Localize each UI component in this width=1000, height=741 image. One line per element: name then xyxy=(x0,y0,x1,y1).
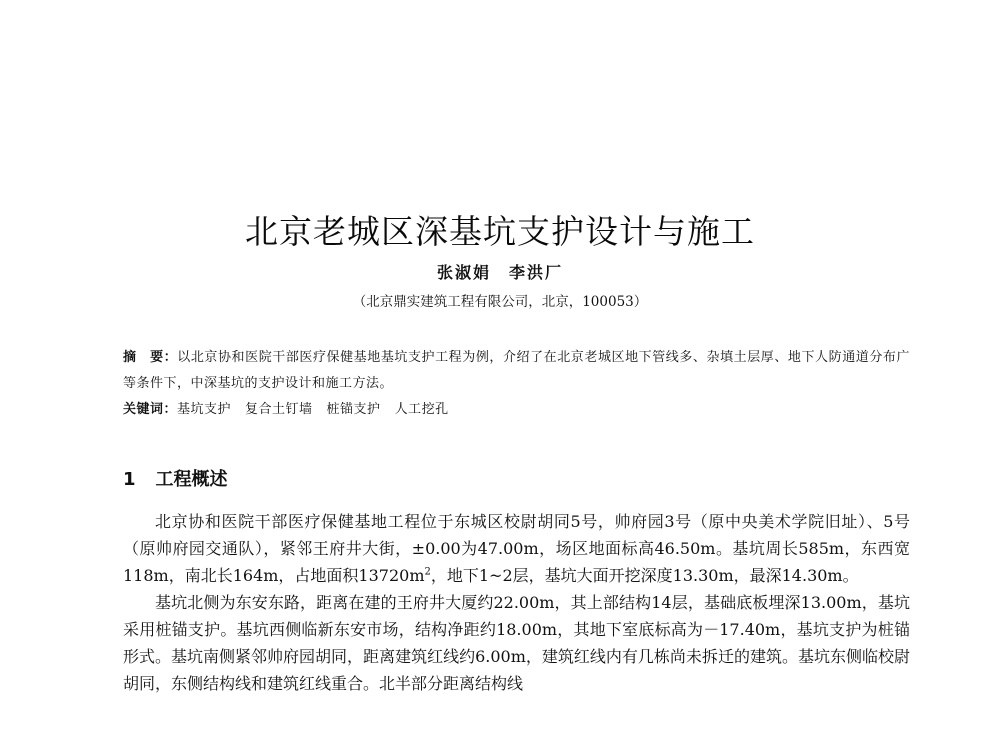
paper-title: 北京老城区深基坑支护设计与施工 xyxy=(245,212,755,251)
paragraph-text: 北京协和医院干部医疗保健基地工程位于东城区校尉胡同5号，帅府园3号（原中央美术学院旧址）、5号（原帅府园交通队），紧邻王府井大街，±0.00为47.00m，场区地面标高46.50m。基坑周长585m，东西宽118m，南北长164m，占地面积13720m xyxy=(123,512,910,585)
abstract-text: 以北京协和医院干部医疗保健基地基坑支护工程为例，介绍了在北京老城区地下管线多、杂填土层厚、地下人防通道分布广等条件下，中深基坑的支护设计和施工方法。 xyxy=(123,350,910,391)
keyword: 人工挖孔 xyxy=(394,402,449,417)
body-text xyxy=(123,508,910,697)
paragraph-text: ，地下1~2层，基坑大面开挖深度13.30m，最深14.30m。 xyxy=(430,566,859,585)
keywords-label: 关键词： xyxy=(123,402,178,417)
affiliation: （北京鼎实建筑工程有限公司，北京，100053） xyxy=(352,294,648,310)
abstract-label: 摘 要： xyxy=(123,350,178,365)
abstract xyxy=(123,345,910,397)
section-heading xyxy=(123,465,910,491)
superscript: 2 xyxy=(424,566,431,578)
paragraph: 基坑北侧为东安东路，距离在建的王府井大厦约22.00m，其上部结构14层，基础底板埋深13.00m，基坑采用桩锚支护。基坑西侧临新东安市场，结构净距约18.00m，其地下室底标高为－17.40m，基坑支护为桩锚形式。基坑南侧紧邻帅府园胡同，距离建筑红线约6.00m，建筑红线内有几栋尚未拆迁的建筑。基坑东侧临校尉胡同，东侧结构线和建筑红线重合。北半部分距离结构线 xyxy=(123,593,910,693)
keyword: 桩锚支护 xyxy=(326,402,381,417)
keywords xyxy=(123,397,910,423)
paragraph xyxy=(123,508,910,589)
authors: 张淑娟 李洪厂 xyxy=(436,263,563,282)
keyword: 基坑支护 xyxy=(177,402,232,417)
keyword: 复合土钉墙 xyxy=(245,402,313,417)
section-number: 1 xyxy=(123,469,136,490)
section-title: 工程概述 xyxy=(155,469,228,490)
